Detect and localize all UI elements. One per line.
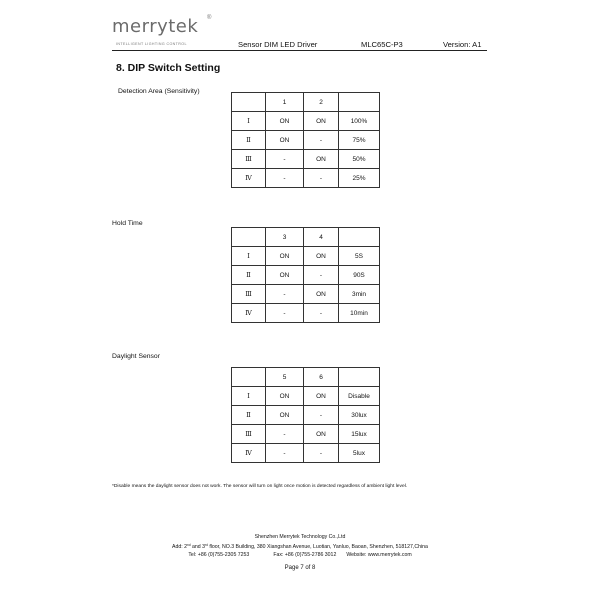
table-cell: 3 <box>266 228 304 247</box>
table-row <box>232 150 380 169</box>
table-cell: 90S <box>339 266 380 285</box>
footer-tel: Tel: +86 (0)755-2305 7253 <box>188 552 250 558</box>
table-cell: 2 <box>304 93 339 112</box>
table-cell: Ⅲ <box>232 150 266 169</box>
section-title: 8. DIP Switch Setting <box>116 62 221 74</box>
table-cell: ON <box>266 247 304 266</box>
table-cell <box>339 93 380 112</box>
table-cell: Ⅰ <box>232 247 266 266</box>
footer-address-rest: floor, NO.3 Building, 380 Xiangshan Avenue, Luotian, Yanluo, Baoan, Shenzhen, 518127,China <box>207 544 428 550</box>
footer-fax: Fax: +86 (0)755-2786 3012 <box>273 552 337 558</box>
table-cell: 50% <box>339 150 380 169</box>
logo-text: merrytek <box>112 16 199 37</box>
table-cell: 5 <box>266 368 304 387</box>
table-cell: - <box>304 169 339 188</box>
header-version: Version: A1 <box>443 40 482 49</box>
header-divider <box>112 50 487 51</box>
table-row <box>232 425 380 444</box>
table-cell <box>339 368 380 387</box>
table-cell: - <box>266 304 304 323</box>
table-cell: 10min <box>339 304 380 323</box>
table-cell: Disable <box>339 387 380 406</box>
daylight-sensor-table <box>231 367 380 463</box>
table-cell: ON <box>304 387 339 406</box>
table-cell: Ⅱ <box>232 131 266 150</box>
table-cell <box>232 93 266 112</box>
table-cell: Ⅲ <box>232 425 266 444</box>
table-cell: - <box>266 425 304 444</box>
table-cell: ON <box>266 387 304 406</box>
table-row <box>232 169 380 188</box>
logo-tagline: INTELLIGENT LIGHTING CONTROL <box>116 42 187 46</box>
table-cell <box>232 368 266 387</box>
table-cell: ON <box>304 285 339 304</box>
table-row <box>232 387 380 406</box>
table-cell: Ⅱ <box>232 406 266 425</box>
table-cell: - <box>266 169 304 188</box>
table-cell: - <box>304 266 339 285</box>
table-row <box>232 131 380 150</box>
table-row <box>232 285 380 304</box>
header-product: Sensor DIM LED Driver <box>238 40 318 49</box>
table-row <box>232 247 380 266</box>
table-cell: - <box>304 304 339 323</box>
table-cell: 30lux <box>339 406 380 425</box>
hold-time-table <box>231 227 380 323</box>
table-cell: Ⅳ <box>232 169 266 188</box>
page-number: Page 7 of 8 <box>284 565 316 571</box>
table-cell: ON <box>304 150 339 169</box>
table-cell: ON <box>266 112 304 131</box>
table-cell: 4 <box>304 228 339 247</box>
table-cell: ON <box>304 425 339 444</box>
footer-address-mid: and 3 <box>190 544 206 550</box>
daylight-sensor-label: Daylight Sensor <box>112 353 160 360</box>
table-cell: ON <box>266 406 304 425</box>
table-cell: 5lux <box>339 444 380 463</box>
footnote: *Disable means the daylight sensor does not work. The sensor will turn on light once motion is detected regardless of ambient light level. <box>112 484 408 489</box>
table-cell: Ⅲ <box>232 285 266 304</box>
table-row <box>232 444 380 463</box>
table-cell: Ⅱ <box>232 266 266 285</box>
table-cell: 1 <box>266 93 304 112</box>
table-cell: 6 <box>304 368 339 387</box>
table-cell: 25% <box>339 169 380 188</box>
table-cell <box>232 228 266 247</box>
table-header-row <box>232 228 380 247</box>
detection-area-table <box>231 92 380 188</box>
table-cell: Ⅰ <box>232 112 266 131</box>
table-cell: Ⅳ <box>232 444 266 463</box>
footer-address-sup: nd <box>187 543 191 547</box>
table-cell: - <box>304 131 339 150</box>
table-row <box>232 112 380 131</box>
table-cell: ON <box>266 131 304 150</box>
table-cell: 5S <box>339 247 380 266</box>
footer-company: Shenzhen Merrytek Technology Co.,Ltd <box>254 534 346 540</box>
footer-address-sup: rd <box>205 543 208 547</box>
table-cell: 75% <box>339 131 380 150</box>
table-header-row <box>232 368 380 387</box>
table-row <box>232 406 380 425</box>
table-cell <box>339 228 380 247</box>
table-row <box>232 266 380 285</box>
table-cell: 100% <box>339 112 380 131</box>
company-logo <box>112 16 242 50</box>
table-cell: - <box>266 150 304 169</box>
table-cell: - <box>304 444 339 463</box>
table-cell: ON <box>304 247 339 266</box>
header-model: MLC65C-P3 <box>361 40 403 49</box>
footer-website: Website: www.merrytek.com <box>346 552 412 558</box>
table-cell: ON <box>304 112 339 131</box>
table-cell: 15lux <box>339 425 380 444</box>
table-header-row <box>232 93 380 112</box>
table-row <box>232 304 380 323</box>
detection-area-label: Detection Area (Sensitivity) <box>118 88 200 95</box>
table-cell: Ⅳ <box>232 304 266 323</box>
table-cell: - <box>304 406 339 425</box>
table-cell: 3min <box>339 285 380 304</box>
table-cell: ON <box>266 266 304 285</box>
logo-registered-mark: ® <box>207 15 212 21</box>
table-cell: - <box>266 285 304 304</box>
table-cell: Ⅰ <box>232 387 266 406</box>
footer-address <box>0 544 600 550</box>
footer-address-prefix: Add: 2 <box>172 544 188 550</box>
hold-time-label: Hold Time <box>112 220 143 227</box>
table-cell: - <box>266 444 304 463</box>
footer-contact <box>0 552 600 558</box>
